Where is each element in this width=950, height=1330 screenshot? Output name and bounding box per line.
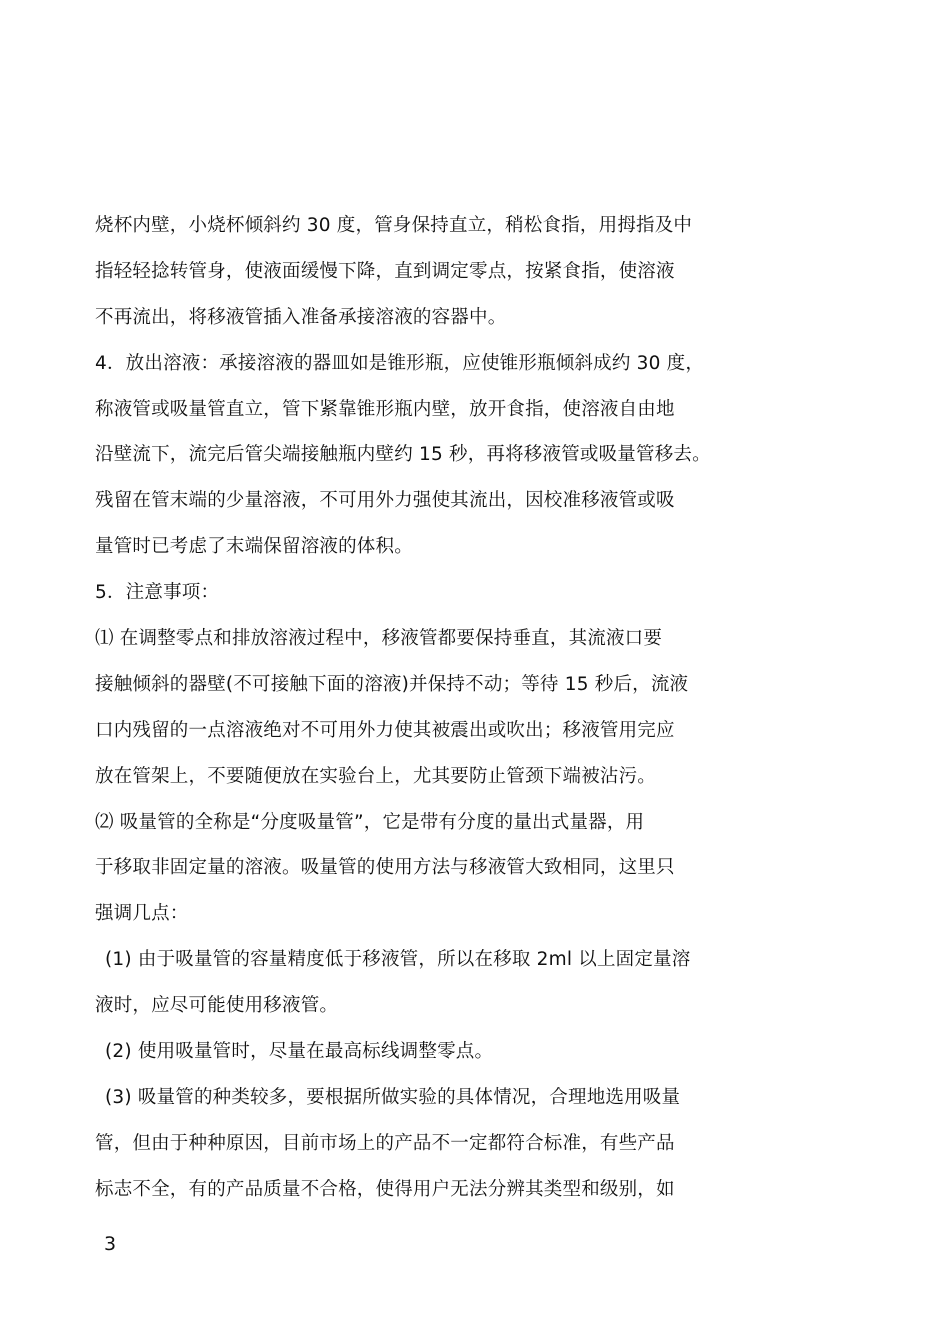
page-number: 3	[104, 1233, 117, 1255]
text-line: (2) 使用吸量管时，尽量在最高标线调整零点。	[105, 1041, 494, 1063]
text-line: 于移取非固定量的溶液。吸量管的使用方法与移液管大致相同，这里只	[95, 857, 675, 879]
text-line: 称液管或吸量管直立，管下紧靠锥形瓶内壁，放开食指，使溶液自由地	[95, 398, 675, 420]
text-line: 液时，应尽可能使用移液管。	[95, 995, 339, 1017]
text-line: (3) 吸量管的种类较多，要根据所做实验的具体情况，合理地选用吸量	[105, 1086, 681, 1108]
text-line: 指轻轻捻转管身，使液面缓慢下降，直到调定零点，按紧食指，使溶液	[95, 260, 675, 282]
text-line: (1) 由于吸量管的容量精度低于移液管，所以在移取 2ml 以上固定量溶	[105, 949, 691, 971]
text-line: 量管时已考虑了末端保留溶液的体积。	[95, 536, 413, 558]
text-line: 沿壁流下，流完后管尖端接触瓶内壁约 15 秒，再将移液管或吸量管移去。	[95, 444, 711, 466]
text-line: 放在管架上，不要随便放在实验台上，尤其要防止管颈下端被沾污。	[95, 765, 657, 787]
text-line: 标志不全，有的产品质量不合格，使得用户无法分辨其类型和级别，如	[95, 1178, 675, 1200]
text-line: ⑴ 在调整零点和排放溶液过程中，移液管都要保持垂直，其流液口要	[95, 628, 663, 650]
text-line: 口内残留的一点溶液绝对不可用外力使其被震出或吹出；移液管用完应	[95, 719, 675, 741]
text-line: 4．放出溶液：承接溶液的器皿如是锥形瓶，应使锥形瓶倾斜成约 30 度，	[95, 352, 705, 374]
text-line: 烧杯内壁，小烧杯倾斜约 30 度，管身保持直立，稍松食指，用拇指及中	[95, 215, 693, 236]
text-line: 接触倾斜的器壁(不可接触下面的溶液)并保持不动；等待 15 秒后，流液	[95, 673, 689, 695]
text-line: 残留在管末端的少量溶液，不可用外力强使其流出，因校准移液管或吸	[95, 490, 675, 512]
body-text	[95, 207, 715, 1217]
text-line: 不再流出，将移液管插入准备承接溶液的容器中。	[95, 306, 507, 328]
text-line: ⑵ 吸量管的全称是“分度吸量管”，它是带有分度的量出式量器，用	[95, 811, 645, 833]
text-line: 强调几点：	[95, 903, 189, 925]
text-line: 5．注意事项：	[95, 582, 220, 604]
text-line: 管，但由于种种原因，目前市场上的产品不一定都符合标准，有些产品	[95, 1132, 675, 1154]
